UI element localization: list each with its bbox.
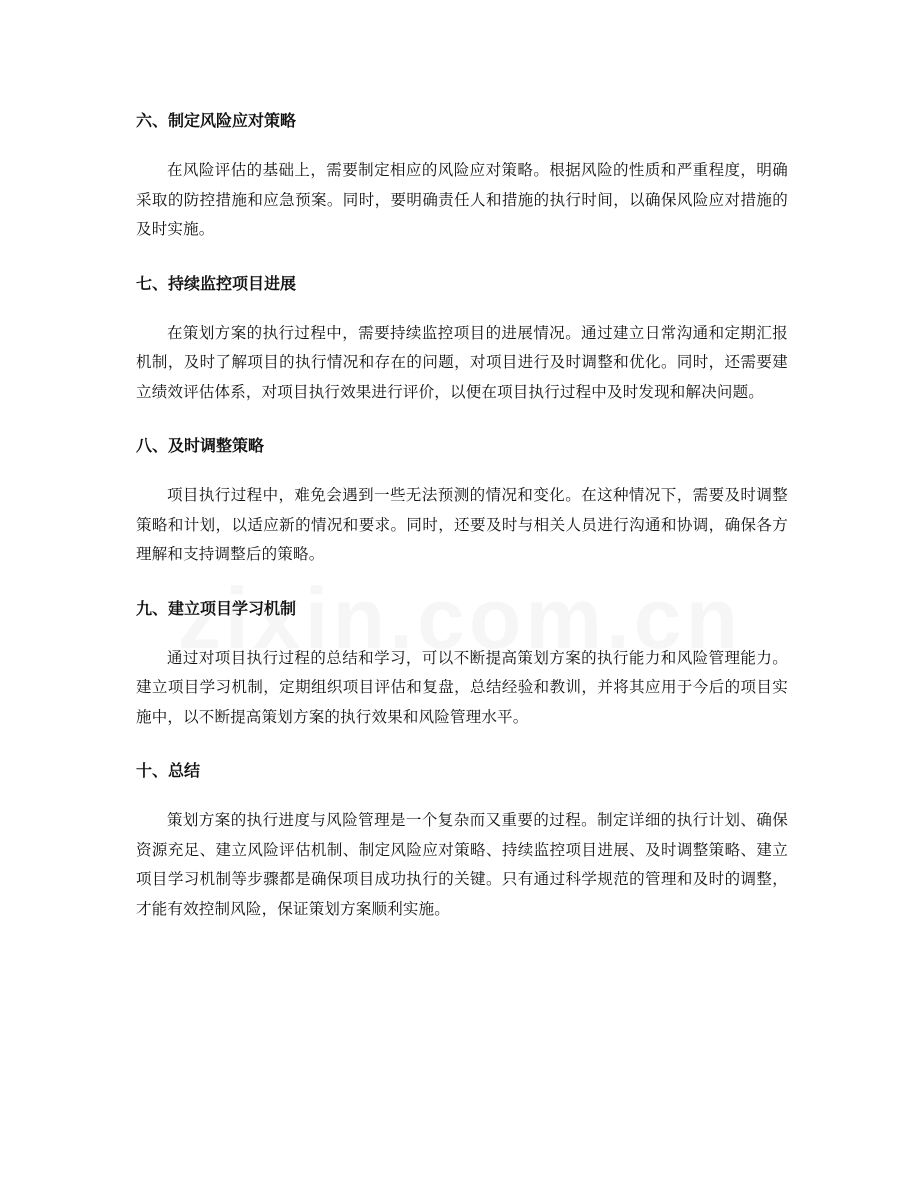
section-paragraph: 通过对项目执行过程的总结和学习，可以不断提高策划方案的执行能力和风险管理能力。建立项目学习机制，定期组织项目评估和复盘，总结经验和教训，并将其应用于今后的项目实施中，以不断提高策划方案的执行效果和风险管理水平。 — [136, 648, 788, 726]
section-paragraph: 在策划方案的执行过程中，需要持续监控项目的进展情况。通过建立日常沟通和定期汇报机制，及时了解项目的执行情况和存在的问题，对项目进行及时调整和优化。同时，还需要建立绩效评估体系，对项目执行效果进行评价，以便在项目执行过程中及时发现和解决问题。 — [136, 323, 788, 401]
section-heading: 九、建立项目学习机制 — [136, 598, 297, 618]
section-heading: 六、制定风险应对策略 — [136, 111, 297, 130]
section-paragraph: 策划方案的执行进度与风险管理是一个复杂而又重要的过程。制定详细的执行计划、确保资源充足、建立风险评估机制、制定风险应对策略、持续监控项目进展、及时调整策略、建立项目学习机制等步骤都是确保项目成功执行的关键。只有通过科学规范的管理和及时的调整，才能有效控制风险，保证策划方案顺利实施。 — [136, 811, 788, 918]
section-risk-response-strategy — [136, 104, 788, 245]
section-heading: 七、持续监控项目进展 — [136, 273, 297, 293]
section-adjust-strategy — [136, 429, 788, 570]
section-monitor-progress — [136, 267, 788, 408]
document-content — [136, 104, 788, 924]
section-heading: 八、及时调整策略 — [136, 436, 265, 455]
section-heading: 十、总结 — [136, 761, 201, 780]
section-summary — [136, 754, 788, 924]
section-paragraph: 在风险评估的基础上，需要制定相应的风险应对策略。根据风险的性质和严重程度，明确采取的防控措施和应急预案。同时，要明确责任人和措施的执行时间，以确保风险应对措施的及时实施。 — [136, 161, 788, 238]
section-learning-mechanism — [136, 592, 788, 733]
section-paragraph: 项目执行过程中，难免会遇到一些无法预测的情况和变化。在这种情况下，需要及时调整策略和计划，以适应新的情况和要求。同时，还要及时与相关人员进行沟通和协调，确保各方理解和支持调整后的策略。 — [136, 486, 788, 563]
